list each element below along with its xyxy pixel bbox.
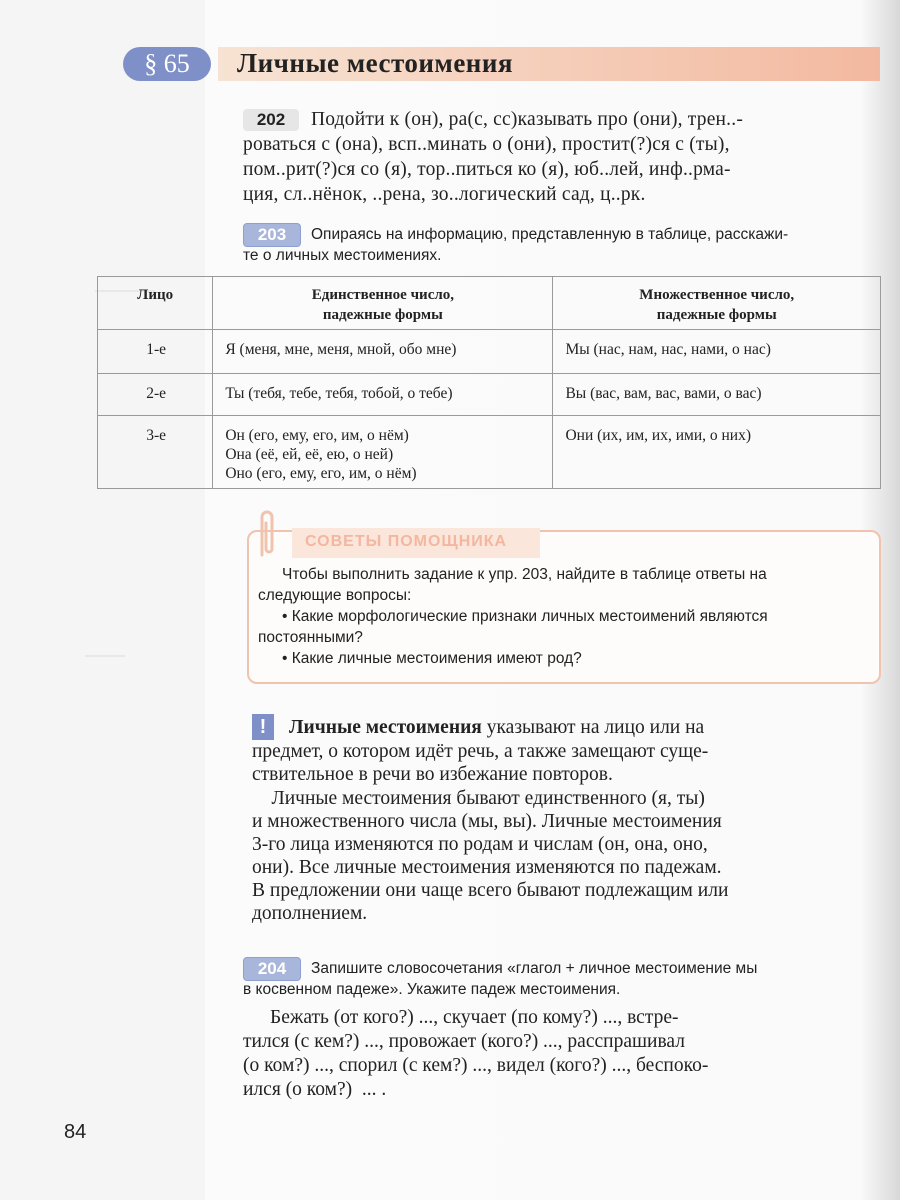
rule-line-1: Личные местоимения указывают на лицо или на [289,717,705,738]
exercise-204-task-line: Запишите словосочетания «глагол + личное местоимение мы [311,960,758,977]
exercise-202-line: Подойти к (он), ра(с, сс)казывать про (они), трен..- [311,109,744,130]
advice-title: СОВЕТЫ ПОМОЩНИКА [305,533,508,550]
margin-mark [85,655,125,657]
page-number: 84 [64,1121,87,1143]
rule-line: В предложении они чаще всего бывают подлежащим или [252,880,729,901]
exercise-203-line: Опираясь на информацию, представленную в таблице, расскажи- [311,226,789,243]
exercise-202-line: пом..рит(?)ся со (я), тор..питься ко (я), юб..лей, инф..рма- [243,159,731,180]
exercise-202-line: роваться с (она), всп..минать о (они), простит(?)ся с (ты), [243,134,730,155]
rule-line: и множественного числа (мы, вы). Личные местоимения [252,811,722,832]
rule-line: 3-го лица изменяются по родам и числам (он, она, оно, [252,834,708,855]
left-margin [0,0,205,1200]
cell-singular: Ты (тебя, тебе, тебя, тобой, о тебе) [213,374,553,416]
exercise-202-number: 202 [243,109,299,131]
exclamation-icon: ! [252,714,274,740]
cell-person: 2-е [98,374,213,416]
exercise-204-task-line: в косвенном падеже». Укажите падеж местоимения. [243,981,621,998]
cell-plural: Мы (нас, нам, нас, нами, о нас) [553,330,881,374]
rule-line: дополнением. [252,903,368,924]
pronoun-table [97,276,881,489]
header-singular: Единственное число, падежные формы [213,277,553,330]
exercise-203-number: 203 [243,223,301,247]
rule-line: они). Все личные местоимения изменяются по падежам. [252,857,722,878]
table-row [98,416,881,489]
exercise-203-line: те о личных местоимениях. [243,247,442,264]
exercise-204-number: 204 [243,957,301,981]
header-plural: Множественное число, падежные формы [553,277,881,330]
exercise-202-line: ция, сл..нёнок, ..рена, зо..логический сад, ц..рк. [243,184,646,205]
rule-line: предмет, о котором идёт речь, а также замещают суще- [252,741,709,762]
cell-person: 3-е [98,416,213,489]
advice-line: постоянными? [258,629,363,646]
advice-line: следующие вопросы: [258,587,412,604]
cell-plural: Они (их, им, их, ими, о них) [553,416,881,489]
table-row [98,330,881,374]
advice-line: • Какие личные местоимения имеют род? [282,650,582,667]
cell-plural: Вы (вас, вам, вас, вами, о вас) [553,374,881,416]
table-row [98,374,881,416]
advice-line: • Какие морфологические признаки личных местоимений являются [282,608,768,625]
paperclip-icon [254,505,280,561]
section-number: § 65 [123,47,211,81]
header-person: Лицо [98,277,213,330]
rule-line: Личные местоимения бывают единственного (я, ты) [252,788,705,809]
table-header-row [98,277,881,330]
rule-term: Личные местоимения [289,717,482,738]
cell-person: 1-е [98,330,213,374]
exercise-204-text-line: (о ком?) ..., спорил (с кем?) ..., видел (кого?) ..., беспоко- [243,1055,709,1076]
exercise-204-text-line: тился (с кем?) ..., провожает (кого?) ..., расспрашивал [243,1031,685,1052]
exercise-204-text-line: ился (о ком?) ... . [243,1079,387,1100]
cell-singular: Он (его, ему, его, им, о нём) Она (её, ей, её, ею, о ней) Оно (его, ему, его, им, о нём) [213,416,553,489]
section-title: Личные местоимения [237,48,514,78]
rule-line: ствительное в речи во избежание повторов. [252,764,613,785]
exercise-204-text-line: Бежать (от кого?) ..., скучает (по кому?) ..., встре- [270,1007,679,1028]
advice-line: Чтобы выполнить задание к упр. 203, найдите в таблице ответы на [282,566,767,583]
cell-singular: Я (меня, мне, меня, мной, обо мне) [213,330,553,374]
